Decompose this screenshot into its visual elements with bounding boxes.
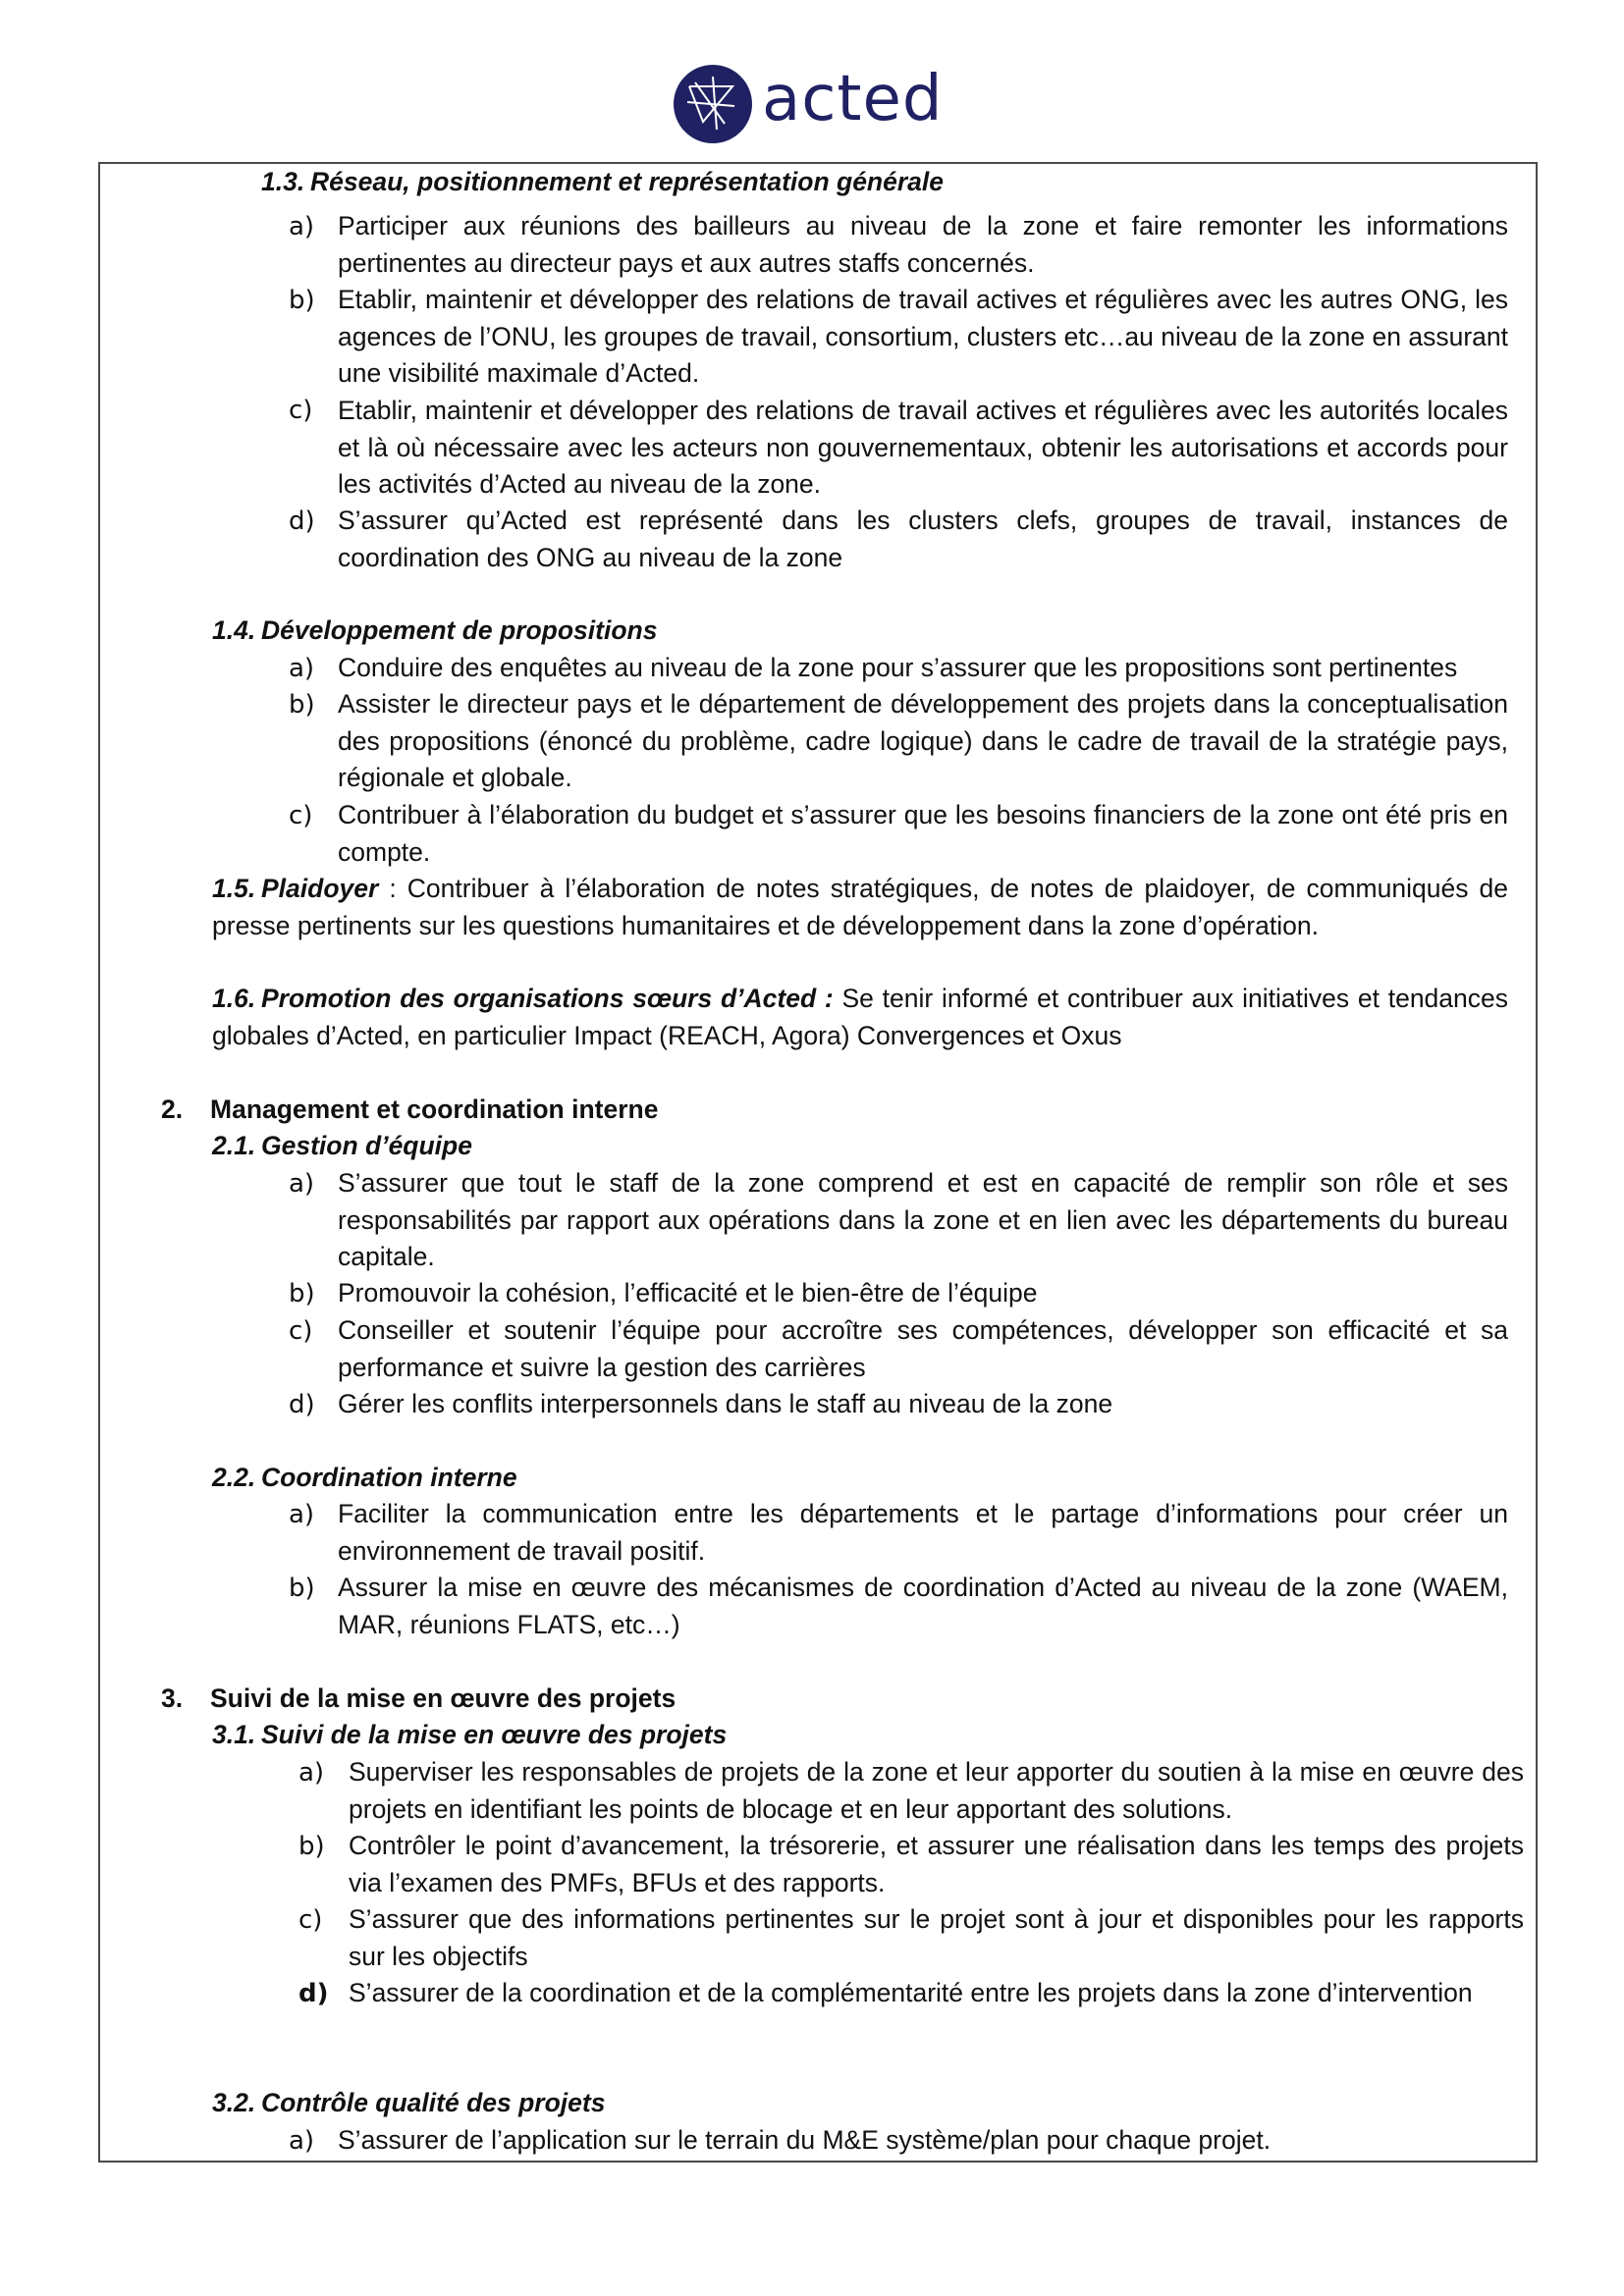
logo-text: acted [762,63,944,135]
list-item: Conduire des enquêtes au niveau de la zone pour s’assurer que les propositions sont pertinentes [338,653,1458,682]
item-letter: d) [289,1390,315,1419]
section-2-2-heading: 2.2. Coordination interne [212,1463,517,1492]
list-item: Etablir, maintenir et développer des relations de travail actives et régulières avec les autorités locales et là où nécessaire avec les acteurs non gouvernementaux, obtenir les autorisations et accords pour les activités d’Acted au niveau de la zone. [338,396,1508,499]
list-item: Conseiller et soutenir l’équipe pour accroître ses compétences, développer son efficacité et sa performance et suivre la gestion des carrières [338,1315,1508,1382]
section-3-1-heading: 3.1. Suivi de la mise en œuvre des projets [212,1720,728,1749]
item-letter: a) [289,654,315,683]
list-item: S’assurer que des informations pertinentes sur le projet sont à jour et disponibles pour les rapports sur les objectifs [349,1904,1524,1971]
list-item: Assurer la mise en œuvre des mécanismes de coordination d’Acted au niveau de la zone (WAEM, MAR, réunions FLATS, etc…) [338,1573,1508,1639]
list-item: Participer aux réunions des bailleurs au niveau de la zone et faire remonter les informations pertinentes au directeur pays et aux autres staffs concernés. [338,211,1508,278]
item-letter: b) [289,690,315,720]
section-1-6: 1.6. Promotion des organisations sœurs d’Acted : Se tenir informé et contribuer aux initiatives et tendances globales d’Acted, en particulier Impact (REACH, Agora) Convergences et Oxus [212,984,1509,1050]
item-letter: a) [289,212,315,241]
item-letter: d) [289,507,315,536]
section-3-2-heading: 3.2. Contrôle qualité des projets [212,2088,606,2117]
item-letter: d) [298,1979,329,2008]
section-2-heading: 2. Management et coordination interne [161,1095,659,1124]
acted-logo-mark-icon [674,65,752,143]
list-item: S’assurer que tout le staff de la zone comprend et est en capacité de remplir son rôle et ses responsabilités par rapport aux opérations dans la zone et en lien avec les départements du bureau capitale. [338,1168,1508,1271]
item-letter: b) [289,286,315,315]
acted-logo [674,63,944,145]
section-3-heading: 3. Suivi de la mise en œuvre des projets [161,1683,677,1713]
section-2-1-heading: 2.1. Gestion d’équipe [212,1131,472,1160]
item-letter: a) [289,1500,315,1529]
list-item: Gérer les conflits interpersonnels dans le staff au niveau de la zone [338,1389,1113,1418]
item-letter: b) [298,1832,325,1861]
list-item: Superviser les responsables de projets de la zone et leur apporter du soutien à la mise en œuvre des projets en identifiant les points de blocage et en leur apportant des solutions. [349,1757,1524,1824]
item-letter: b) [289,1279,315,1308]
section-1-5: 1.5. Plaidoyer : Contribuer à l’élaboration de notes stratégiques, de notes de plaidoyer, de communiqués de presse pertinents sur les questions humanitaires et de développement dans la zone d’opération. [212,874,1508,940]
list-item: Contrôler le point d’avancement, la trésorerie, et assurer une réalisation dans les temps des projets via l’examen des PMFs, BFUs et des rapports. [349,1831,1524,1897]
list-item: Assister le directeur pays et le département de développement des projets dans la conceptualisation des propositions (énoncé du problème, cadre logique) dans le cadre de travail de la stratégie pays, régionale et globale. [338,689,1508,792]
list-item: S’assurer qu’Acted est représenté dans les clusters clefs, groupes de travail, instances de coordination des ONG au niveau de la zone [338,506,1508,572]
section-1-4-heading: 1.4. Développement de propositions [212,615,658,645]
item-letter: c) [289,801,313,830]
list-item: Promouvoir la cohésion, l’efficacité et le bien-être de l’équipe [338,1278,1038,1308]
section-1-3-heading: 1.3. Réseau, positionnement et représentation générale [261,167,945,196]
item-letter: a) [289,1169,315,1199]
list-item: Etablir, maintenir et développer des relations de travail actives et régulières avec les autres ONG, les agences de l’ONU, les groupes de travail, consortium, clusters etc…au niveau de la zone en assurant une visibilité maximale d’Acted. [338,285,1508,388]
list-item: S’assurer de la coordination et de la complémentarité entre les projets dans la zone d’intervention [349,1978,1473,2007]
list-item: Contribuer à l’élaboration du budget et s’assurer que les besoins financiers de la zone ont été pris en compte. [338,800,1508,867]
item-letter: c) [289,1316,313,1346]
item-letter: c) [289,396,313,425]
item-letter: a) [298,1758,325,1788]
item-letter: b) [289,1574,315,1603]
item-letter: c) [298,1905,323,1935]
item-letter: a) [289,2126,315,2156]
list-item: S’assurer de l’application sur le terrain du M&E système/plan pour chaque projet. [338,2125,1272,2155]
list-item: Faciliter la communication entre les départements et le partage d’informations pour créer un environnement de travail positif. [338,1499,1508,1566]
